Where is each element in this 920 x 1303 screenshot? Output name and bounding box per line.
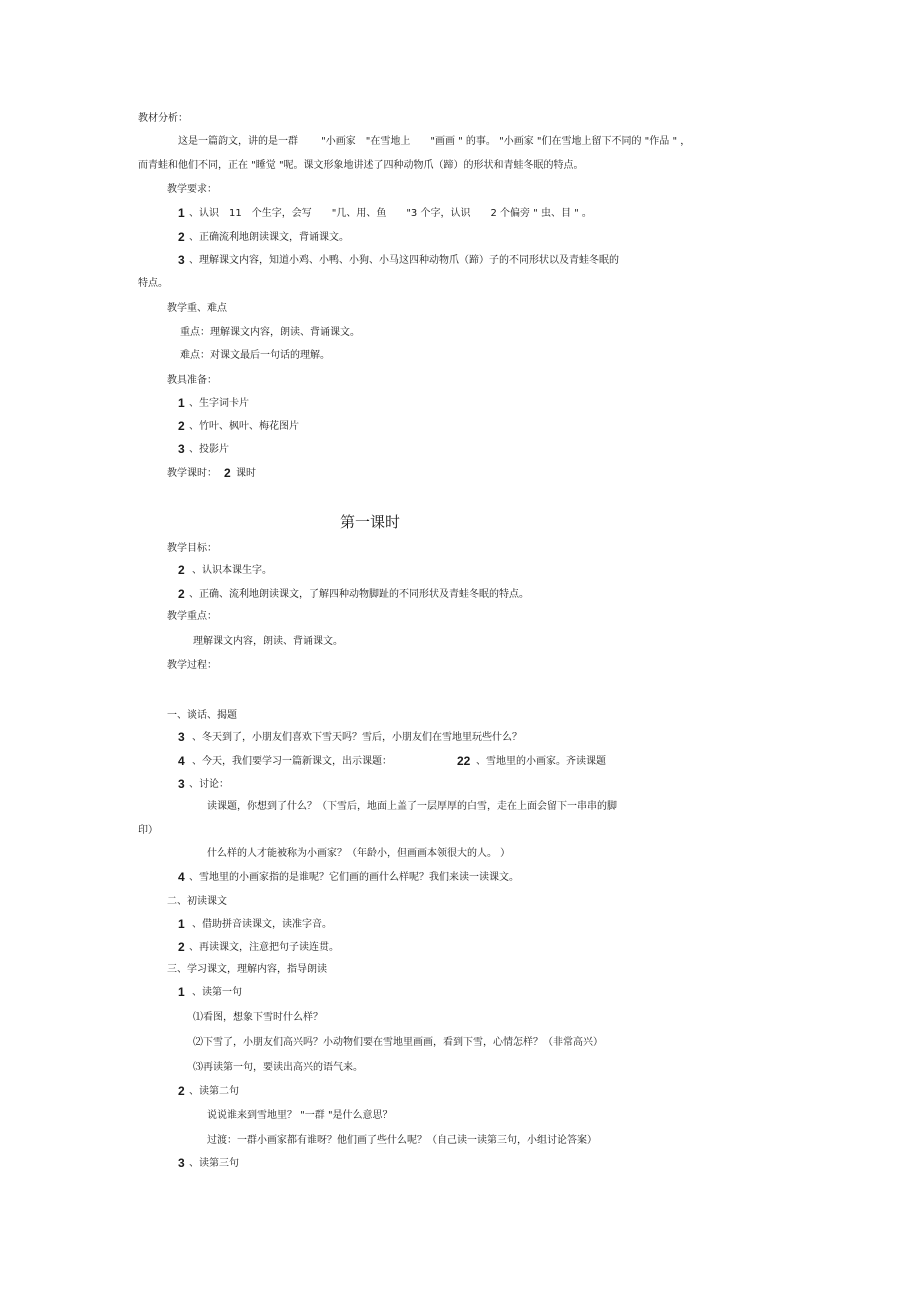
text-line: 说说谁来到雪地里？ "一群 "是什么意思？ (207, 1110, 393, 1121)
text-line: 、理解课文内容，知道小鸡、小鸭、小狗、小马这四种动物爪（蹄）子的不同形状以及青蛙冬眠的 (189, 255, 619, 266)
text-line: 印） (138, 825, 158, 836)
list-number: 4 (178, 870, 185, 884)
text-line: 、生字词卡片 (189, 398, 249, 409)
list-number: 2 (178, 230, 185, 244)
text-line: 、读第三句 (189, 1158, 239, 1169)
text-line: 教学目标： (167, 543, 217, 554)
text-line: 什么样的人才能被称为小画家？（年龄小，但画画本领很大的人。 ） (207, 848, 511, 859)
text-line: 教学重点： (167, 611, 217, 622)
text-line: 、借助拼音读课文，读准字音。 (192, 919, 332, 930)
text-line: 、认识本课生字。 (192, 565, 272, 576)
list-number: 4 (178, 754, 185, 768)
text-line: 、再读课文，注意把句子读连贯。 (189, 942, 339, 953)
list-number: 1 (178, 985, 185, 999)
text-line: 、雪地里的小画家指的是谁呢？它们画的画什么样呢？我们来读一读课文。 (189, 872, 519, 883)
text-line: 理解课文内容，朗读、背诵课文。 (193, 636, 343, 647)
text-line: 教具准备： (167, 375, 217, 386)
text-line: 、雪地里的小画家。齐读课题 (476, 756, 606, 767)
text-line: 读课题，你想到了什么？（下雪后，地面上盖了一层厚厚的白雪，走在上面会留下一串串的脚 (207, 801, 617, 812)
text-line: 特点。 (138, 278, 168, 289)
list-number: 2 (178, 1084, 185, 1098)
list-number: 3 (178, 442, 185, 456)
text-line: 教学课时： (167, 468, 217, 479)
text-line: 一、谈话、揭题 (167, 710, 237, 721)
text-line: 教学过程： (167, 660, 217, 671)
section-title: 第一课时 (340, 513, 401, 531)
text-line: 、投影片 (189, 444, 229, 455)
text-line: 、认识 11 个生字，会写 "几、用、鱼 "3 个字，认识 2 个偏旁 " 虫、目 " 。 (189, 208, 592, 219)
text-line: 、冬天到了，小朋友们喜欢下雪天吗？雪后，小朋友们在雪地里玩些什么？ (192, 732, 522, 743)
text-line: 、今天，我们要学习一篇新课文，出示课题： (192, 756, 392, 767)
text-line: 、读第二句 (189, 1086, 239, 1097)
list-number: 3 (178, 730, 185, 744)
text-line: 三、学习课文，理解内容，指导朗读 (167, 964, 327, 975)
text-line: 难点：对课文最后一句话的理解。 (180, 350, 330, 361)
list-number: 1 (178, 917, 185, 931)
text-line: 重点：理解课文内容，朗读、背诵课文。 (180, 327, 360, 338)
list-number: 2 (178, 563, 185, 577)
text-line: ⑶再读第一句，要读出高兴的语气来。 (193, 1062, 363, 1073)
text-line: 、讨论： (189, 779, 229, 790)
list-number: 1 (178, 396, 185, 410)
text-line: 、竹叶、枫叶、梅花图片 (189, 421, 299, 432)
text-line: 教材分析： (138, 113, 188, 124)
text-line: 而青蛙和他们不同，正在 "睡觉 "呢。课文形象地讲述了四种动物爪（蹄）的形状和青蛙冬眠的特点。 (138, 160, 584, 171)
text-line: 教学重、难点 (167, 303, 227, 314)
list-number: 2 (224, 466, 231, 480)
list-number: 1 (178, 206, 185, 220)
text-line: 、正确、流利地朗读课文，了解四种动物脚趾的不同形状及青蛙冬眠的特点。 (189, 589, 529, 600)
list-number: 22 (457, 754, 471, 768)
text-line: 这是一篇韵文，讲的是一群 "小画家 "在雪地上 "画画 " 的事。 "小画家 "们在雪地上留下不同的 "作品 " ， (178, 136, 691, 147)
text-line: 二、初读课文 (167, 896, 227, 907)
list-number: 2 (178, 419, 185, 433)
text-line: 、读第一句 (192, 987, 242, 998)
list-number: 2 (178, 587, 185, 601)
list-number: 3 (178, 777, 185, 791)
text-line: 课时 (236, 468, 256, 479)
list-number: 3 (178, 1156, 185, 1170)
text-line: 教学要求： (167, 184, 217, 195)
list-number: 3 (178, 253, 185, 267)
list-number: 2 (178, 940, 185, 954)
text-line: 、正确流利地朗读课文，背诵课文。 (189, 232, 349, 243)
text-line: 过渡：一群小画家都有谁呀？他们画了些什么呢？（自己读一读第三句，小组讨论答案） (207, 1135, 597, 1146)
text-line: ⑴看图，想象下雪时什么样？ (193, 1012, 323, 1023)
text-line: ⑵下雪了，小朋友们高兴吗？小动物们要在雪地里画画，看到下雪，心情怎样？（非常高兴） (193, 1037, 603, 1048)
